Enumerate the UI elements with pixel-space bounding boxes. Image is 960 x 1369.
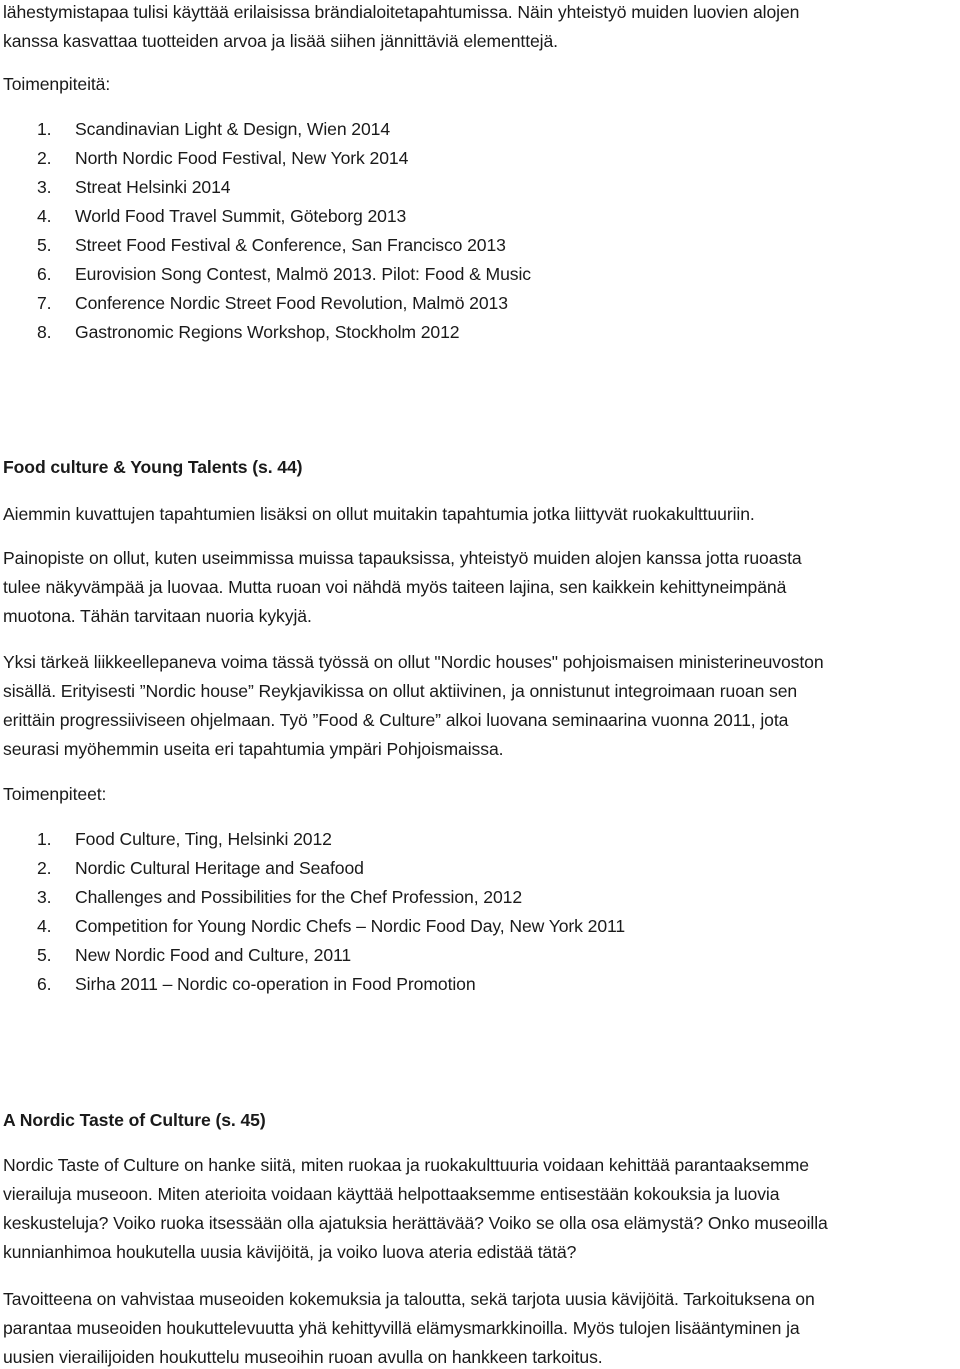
list-item-number: 6. xyxy=(37,974,52,994)
section1-p3-line: Yksi tärkeä liikkeellepaneva voima tässä työssä on ollut "Nordic houses" pohjoismaisen ministerineuvoston xyxy=(3,652,824,672)
list-item-text: Sirha 2011 – Nordic co-operation in Food Promotion xyxy=(75,974,476,994)
list-item-text: Competition for Young Nordic Chefs – Nordic Food Day, New York 2011 xyxy=(75,916,626,936)
list-item-text: Nordic Cultural Heritage and Seafood xyxy=(75,858,364,878)
list-item-text: Eurovision Song Contest, Malmö 2013. Pilot: Food & Music xyxy=(75,264,531,284)
list-item xyxy=(37,146,408,170)
section1-p3-line: erittäin progressiiviseen ohjelmaan. Työ ”Food & Culture” alkoi luovana seminaarina vuonna 2011, jota xyxy=(3,710,789,730)
list-item-number: 3. xyxy=(37,887,52,907)
list-item-text: Streat Helsinki 2014 xyxy=(75,177,231,197)
list-item xyxy=(37,943,351,967)
list-item-number: 6. xyxy=(37,264,52,284)
list-item-number: 3. xyxy=(37,177,52,197)
section2-p2-line: parantaa museoiden houkuttelevuutta yhä kehittyvillä elämysmarkkinoilla. Myös tulojen lisääntyminen ja xyxy=(3,1318,800,1338)
list-item xyxy=(37,885,522,909)
section-title-nordic-taste: A Nordic Taste of Culture (s. 45) xyxy=(3,1110,266,1130)
list1-heading: Toimenpiteitä: xyxy=(3,74,111,94)
list-item-number: 5. xyxy=(37,235,52,255)
section2-p2-line: Tavoitteena on vahvistaa museoiden kokemuksia ja taloutta, sekä tarjota uusia kävijöitä. Tarkoituksena on xyxy=(3,1289,815,1309)
list-item xyxy=(37,262,531,286)
list-item-text: Challenges and Possibilities for the Chef Profession, 2012 xyxy=(75,887,523,907)
list-item-text: North Nordic Food Festival, New York 2014 xyxy=(75,148,409,168)
list-item-text: Conference Nordic Street Food Revolution, Malmö 2013 xyxy=(75,293,508,313)
section1-p2-line: tulee näkyvämpää ja luovaa. Mutta ruoan voi nähdä myös taiteen lajina, sen kaikkein kehittyneimpänä xyxy=(3,577,787,597)
list-item-number: 1. xyxy=(37,829,52,849)
list-item xyxy=(37,856,364,880)
section2-p1-line: vierailuja museoon. Miten aterioita voidaan käyttää helpottaaksemme entisestään kokouksia ja luovia xyxy=(3,1184,780,1204)
section2-p2-line: uusien vierailijoiden houkuttelu museoihin ruoan avulla on hankkeen tarkoitus. xyxy=(3,1347,603,1367)
list-item-text: Street Food Festival & Conference, San Francisco 2013 xyxy=(75,235,506,255)
list-item-number: 4. xyxy=(37,206,52,226)
section1-p2-line: muotona. Tähän tarvitaan nuoria kykyjä. xyxy=(3,606,312,626)
list-item xyxy=(37,233,506,257)
section2-p1-line: keskusteluja? Voiko ruoka itsessään olla ajatuksia herättävää? Voiko se olla osa elämystä? Onko museoilla xyxy=(3,1213,828,1233)
list-item-number: 1. xyxy=(37,119,52,139)
intro-line-2: kanssa kasvattaa tuotteiden arvoa ja lisää siihen jännittäviä elementtejä. xyxy=(3,31,558,51)
list-item xyxy=(37,291,508,315)
section1-p3-line: sisällä. Erityisesti ”Nordic house” Reykjavikissa on ollut aktiivinen, ja onnistunut integroimaan ruoan sen xyxy=(3,681,798,701)
list-item-number: 8. xyxy=(37,322,52,342)
section1-p2-line: Painopiste on ollut, kuten useimmissa muissa tapauksissa, yhteistyö muiden alojen kanssa jotta ruoasta xyxy=(3,548,802,568)
list2-heading: Toimenpiteet: xyxy=(3,784,107,804)
section2-p1-line: Nordic Taste of Culture on hanke siitä, miten ruokaa ja ruokakulttuuria voidaan kehittää parantaaksemme xyxy=(3,1155,809,1175)
list-item xyxy=(37,320,459,344)
list-item-number: 2. xyxy=(37,148,52,168)
list-item-text: Gastronomic Regions Workshop, Stockholm 2012 xyxy=(75,322,460,342)
list-item-text: Scandinavian Light & Design, Wien 2014 xyxy=(75,119,391,139)
list-item xyxy=(37,914,625,938)
list-item-number: 5. xyxy=(37,945,52,965)
section1-paragraph-1: Aiemmin kuvattujen tapahtumien lisäksi on ollut muitakin tapahtumia jotka liittyvät ruokakulttuuriin. xyxy=(3,504,755,524)
list-item-text: Food Culture, Ting, Helsinki 2012 xyxy=(75,829,332,849)
list-item-number: 7. xyxy=(37,293,52,313)
list-item xyxy=(37,827,332,851)
intro-line-1: lähestymistapaa tulisi käyttää erilaisissa brändialoitetapahtumissa. Näin yhteistyö muiden luovien alojen xyxy=(3,2,800,22)
list-item xyxy=(37,117,390,141)
section-title-food-culture: Food culture & Young Talents (s. 44) xyxy=(3,457,303,477)
section2-p1-line: kunnianhimoa houkutella uusia kävijöitä, ja voiko luova ateria edistää tätä? xyxy=(3,1242,577,1262)
list-item xyxy=(37,175,230,199)
list-item-text: New Nordic Food and Culture, 2011 xyxy=(75,945,352,965)
section1-p3-line: seurasi myöhemmin useita eri tapahtumia ympäri Pohjoismaissa. xyxy=(3,739,504,759)
list-item-text: World Food Travel Summit, Göteborg 2013 xyxy=(75,206,407,226)
list-item-number: 4. xyxy=(37,916,52,936)
list-item-number: 2. xyxy=(37,858,52,878)
list-item xyxy=(37,972,476,996)
list-item xyxy=(37,204,406,228)
